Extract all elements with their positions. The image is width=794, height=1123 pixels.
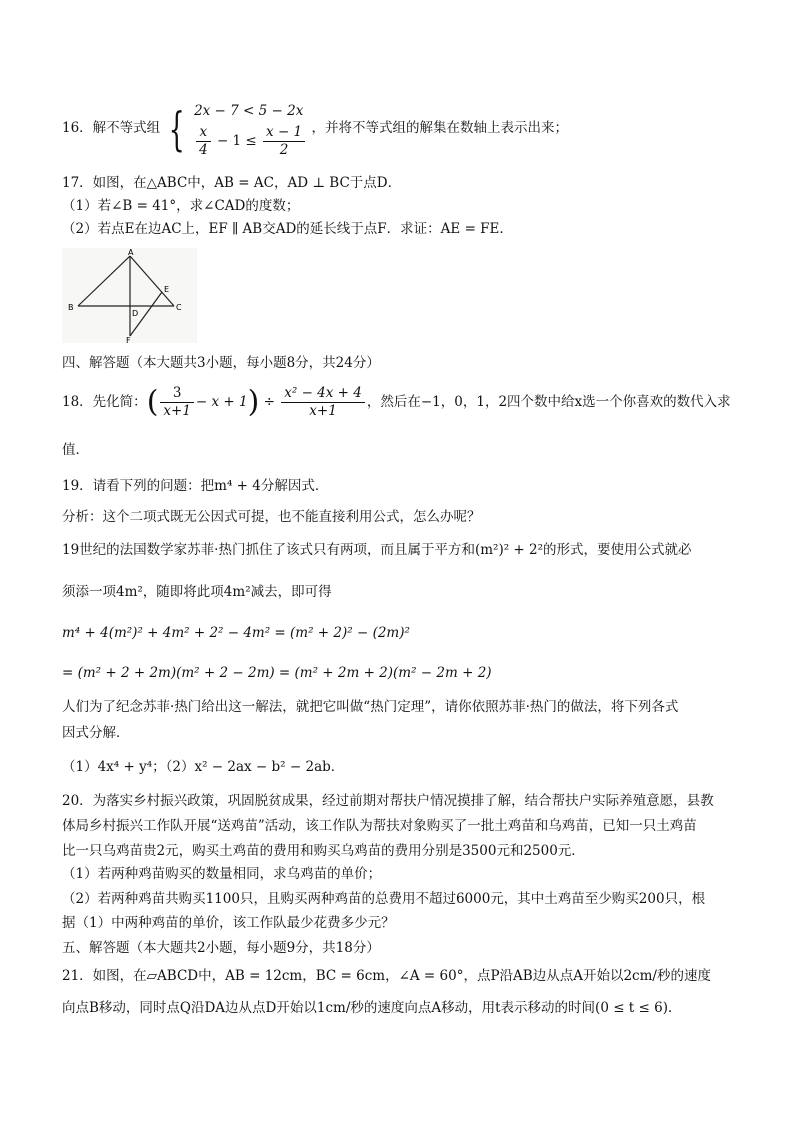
fraction-x-minus-1-over-2: $\frac{x - 1}{2}$ — [263, 124, 305, 159]
q17-part1: （1）若∠B = 41°，求∠CAD的度数； — [62, 198, 300, 214]
q16-tail: ，并将不等式组的解集在数轴上表示出来； — [311, 120, 568, 136]
q17-part2: （2）若点E在边AC上，EF ∥ AB交AD的延长线于点F．求证：AE = FE． — [62, 221, 513, 237]
q20-line3: 比一只乌鸡苗贵2元，购买土鸡苗的费用和购买乌鸡苗的费用分别是3500元和2500元． — [62, 843, 585, 859]
q19-line9: （1）4x⁴ + y⁴；（2）x² − 2ax − b² − 2ab． — [62, 759, 345, 775]
q19-line3: 19世纪的法国数学家苏菲·热门抓住了该式只有两项，而且属于平方和(m²)² + 2²的形式，要使用公式就必 — [62, 542, 692, 558]
label-C: C — [176, 303, 182, 312]
fraction-quadratic-over-x-plus-1: $\frac{\text{x² − 4x + 4}}{x+1}$ — [281, 385, 365, 420]
q20-line4: （1）若两种鸡苗购买的数量相同，求乌鸡苗的单价； — [62, 866, 382, 882]
triangle-figure — [62, 248, 197, 343]
label-F: F — [126, 336, 131, 343]
q20-line6: 据（1）中两种鸡苗的单价，该工作队最少花费多少元？ — [62, 915, 395, 931]
section-4-heading: 四、解答题（本大题共3小题，每小题8分，共24分） — [62, 355, 380, 371]
q20-line2: 体局乡村振兴工作队开展“送鸡苗”活动，该工作队为帮扶对象购买了一批土鸡苗和乌鸡苗，已知一只土鸡苗 — [62, 818, 697, 834]
fraction-3-over-x-plus-1: $\frac{3}{x+1}$ — [160, 385, 194, 420]
q19-line6: = (m² + 2 + 2m)(m² + 2 − 2m) = (m² + 2m + 2)(m² − 2m + 2) — [62, 665, 492, 681]
question-16 — [62, 98, 754, 159]
label-E: E — [164, 285, 170, 294]
q18-tail2: 值． — [62, 442, 89, 458]
q19-line7: 人们为了纪念苏菲·热门给出这一解法，就把它叫做“热门定理”，请你依照苏菲·热门的做法，将下列各式 — [62, 699, 679, 715]
label-B: B — [68, 303, 74, 312]
label-A: A — [128, 248, 134, 257]
section-5-heading: 五、解答题（本大题共2小题，每小题9分，共18分） — [62, 940, 380, 956]
q19-line5: m⁴ + 4(m²)² + 4m² + 2² − 4m² = (m² + 2)² − (2m)² — [62, 625, 410, 641]
q19-line8: 因式分解． — [62, 725, 130, 741]
q20-line1: 20．为落实乡村振兴政策，巩固脱贫成果，经过前期对帮扶户情况摸排了解，结合帮扶户实际养殖意愿，县教 — [62, 793, 714, 809]
fraction-x-over-4: $\frac{x}{4}$ — [196, 124, 211, 159]
q17-intro: 17．如图，在△ABC中，AB = AC，AD ⊥ BC于点D． — [62, 175, 402, 191]
inequality-2: $\frac{x}{4}$ − 1 ≤ $\frac{x - 1}{2}$ — [194, 124, 307, 159]
q20-line5: （2）若两种鸡苗共购买1100只，且购买两种鸡苗的总费用不超过6000元，其中土鸡苗至少购买200只，根 — [62, 891, 706, 907]
q19-line1: 19．请看下列的问题：把m⁴ + 4分解因式． — [62, 478, 329, 494]
left-brace: { — [169, 101, 186, 156]
inequality-1: 2x − 7 < 5 − 2x — [194, 103, 304, 119]
q19-line4: 须添一项4m²，随即将此项4m²减去，即可得 — [62, 584, 332, 600]
q21-line2: 向点B移动，同时点Q沿DA边从点D开始以1cm/秒的速度向点A移动，用t表示移动的时间(0 ≤ t ≤ 6)． — [62, 1000, 682, 1016]
label-D: D — [132, 309, 139, 318]
q21-line1: 21．如图，在▱ABCD中，AB = 12cm，BC = 6cm，∠A = 60°，点P沿AB边从点A开始以2cm/秒的速度 — [62, 968, 711, 984]
inequality-system — [194, 98, 307, 159]
q16-number: 16．解不等式组 — [62, 120, 161, 136]
question-18: 18．先化简：( $\frac{3}{x+1}$ − x + 1) ÷ $\frac{\text{x² − 4x + 4}}{x+1}$ ，然后在−1，0，1，2四个数中给x选一个你喜欢的数代入求 — [62, 384, 731, 420]
q19-line2: 分析：这个二项式既无公因式可提，也不能直接利用公式，怎么办呢？ — [62, 509, 481, 525]
